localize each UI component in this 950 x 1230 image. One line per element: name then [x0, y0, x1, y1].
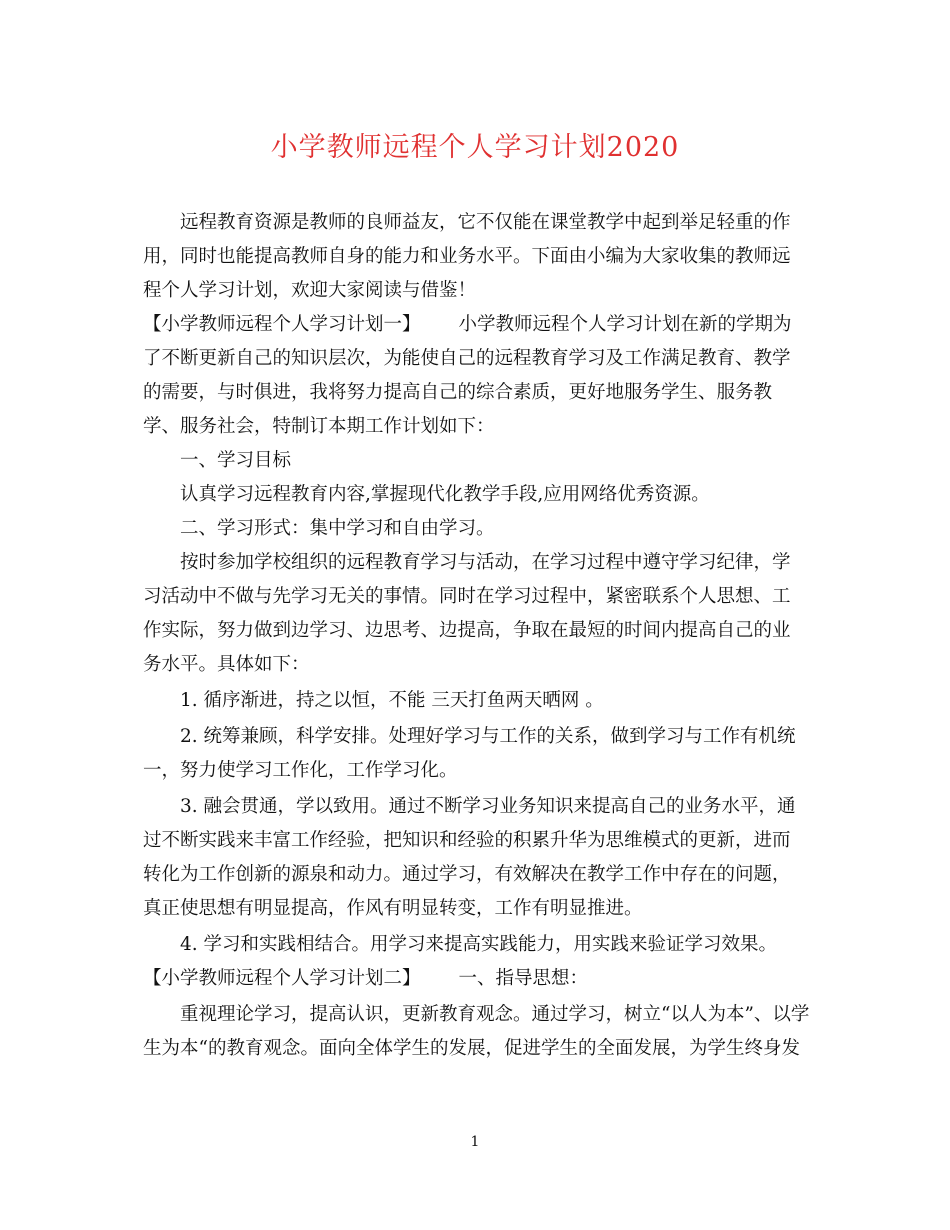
- paragraph-line: 程个人学习计划，欢迎大家阅读与借鉴！: [143, 280, 477, 301]
- paragraph-line: 用，同时也能提高教师自身的能力和业务水平。下面由小编为大家收集的教师远: [143, 246, 791, 267]
- paragraph-line: 习活动中不做与先学习无关的事情。同时在学习过程中，紧密联系个人思想、工: [143, 586, 791, 607]
- page-number: 1: [470, 1134, 480, 1150]
- paragraph-line: 作实际，努力做到边学习、边思考、边提高，争取在最短的时间内提高自己的业: [143, 620, 791, 641]
- section-intro: 小学教师远程个人学习计划在新的学期为: [458, 314, 792, 335]
- paragraph-line: 一，努力使学习工作化，工作学习化。: [143, 760, 458, 781]
- list-item-line: 1. 循序渐进，持之以恒，不能 三天打鱼两天晒网 。: [180, 690, 604, 711]
- paragraph-line: 远程教育资源是教师的良师益友，它不仅能在课堂教学中起到举足轻重的作: [180, 212, 791, 233]
- paragraph-line: 了不断更新自己的知识层次，为能使自己的远程教育学习及工作满足教育、教学: [143, 348, 791, 369]
- paragraph-line: 重视理论学习，提高认识，更新教育观念。通过学习，树立“以人为本”、以学: [180, 1004, 810, 1025]
- section-heading: 【小学教师远程个人学习计划一】: [143, 314, 421, 335]
- document-title: 小学教师远程个人学习计划2020: [270, 132, 680, 163]
- paragraph-line: 真正使思想有明显提高，作风有明显转变，工作有明显推进。: [143, 898, 643, 919]
- subheading-line: 二、学习形式：集中学习和自由学习。: [180, 518, 495, 539]
- paragraph-line: 认真学习远程教育内容,掌握现代化教学手段,应用网络优秀资源。: [180, 484, 710, 505]
- section-heading-line: [143, 310, 792, 340]
- list-item-line: 3. 融会贯通，学以致用。通过不断学习业务知识来提高自己的业务水平，通: [180, 796, 796, 817]
- subheading-line: 一、学习目标: [180, 450, 292, 471]
- section-heading: 【小学教师远程个人学习计划二】: [143, 968, 421, 989]
- paragraph-line: 过不断实践来丰富工作经验，把知识和经验的积累升华为思维模式的更新，进而: [143, 830, 791, 851]
- paragraph-line: 转化为工作创新的源泉和动力。通过学习，有效解决在教学工作中存在的问题，: [143, 864, 791, 885]
- list-item-line: 2. 统筹兼顾，科学安排。处理好学习与工作的关系，做到学习与工作有机统: [180, 726, 796, 747]
- section-heading-line: [143, 964, 588, 994]
- paragraph-line: 学、服务社会，特制订本期工作计划如下：: [143, 416, 495, 437]
- list-item-line: 4. 学习和实践相结合。用学习来提高实践能力，用实践来验证学习效果。: [180, 934, 778, 955]
- paragraph-line: 务水平。具体如下：: [143, 654, 310, 675]
- paragraph-line: 按时参加学校组织的远程教育学习与活动，在学习过程中遵守学习纪律，学: [180, 552, 791, 573]
- section-intro: 一、指导思想：: [458, 968, 589, 989]
- paragraph-line: 生为本“的教育观念。面向全体学生的发展，促进学生的全面发展，为学生终身发: [143, 1038, 800, 1059]
- paragraph-line: 的需要，与时俱进，我将努力提高自己的综合素质，更好地服务学生、服务教: [143, 382, 773, 403]
